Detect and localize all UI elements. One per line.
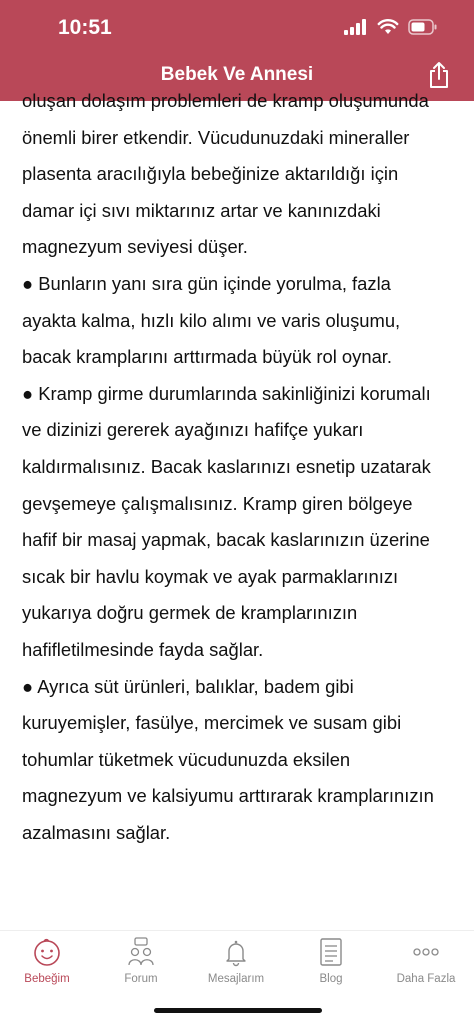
page-title: Bebek Ve Annesi	[160, 64, 314, 85]
article-line: magnezyum ve kalsiyumu arttırarak kramplarınızın	[22, 785, 434, 807]
article-line: önemli birer etkendir. Vücudunuzdaki mineraller	[22, 126, 410, 148]
article-line: ● Kramp girme durumlarında sakinliğinizi korumalı	[22, 382, 431, 404]
article-line: magnezyum seviyesi düşer.	[22, 236, 248, 258]
tab-label: Blog	[319, 973, 343, 985]
article-line: plasenta aracılığıyla bebeğinize aktarıldığı için	[22, 163, 399, 185]
article-line: ● Bunların yanı sıra gün içinde yorulma, fazla	[22, 272, 391, 294]
status-time: 10:51	[58, 16, 112, 39]
tab-label: Bebeğim	[24, 973, 70, 985]
article-text	[22, 83, 452, 851]
tab-blog[interactable]	[284, 931, 378, 1001]
tab-bebegim[interactable]	[0, 931, 94, 1001]
cellular-signal-icon	[344, 19, 368, 35]
tab-daha-fazla[interactable]	[379, 931, 473, 1001]
bell-icon	[221, 937, 251, 967]
tab-label: Daha Fazla	[396, 973, 456, 985]
article-line: ayakta kalma, hızlı kilo alımı ve varis oluşumu,	[22, 309, 401, 331]
tab-mesajlarim[interactable]	[189, 931, 283, 1001]
article-line: sıcak bir havlu koymak ve ayak parmaklarınızı	[22, 565, 399, 587]
article-line: damar içi sıvı miktarınız artar ve kanınızdaki	[22, 199, 381, 221]
article-line: kaldırmalısınız. Bacak kaslarınızı esnetip uzatarak	[22, 455, 431, 477]
article-content	[22, 90, 452, 931]
tab-forum[interactable]	[94, 931, 188, 1001]
article-line: hafifletilmesinde fayda sağlar.	[22, 638, 264, 660]
wifi-icon	[378, 19, 398, 35]
article-line: ve dizinizi gererek ayağınızı hafifçe yukarı	[22, 419, 364, 441]
article-line: azalmasını sağlar.	[22, 821, 171, 843]
article-line: ● Ayrıca süt ürünleri, balıklar, badem gibi	[22, 675, 354, 697]
article-line: hafif bir masaj yapmak, bacak kaslarınızın üzerine	[22, 529, 430, 551]
article-line: oluşan dolaşım problemleri de kramp oluşumunda	[22, 90, 429, 111]
forum-people-icon	[126, 937, 156, 967]
home-indicator	[154, 1008, 322, 1013]
blog-document-icon	[316, 937, 346, 967]
more-dots-icon	[411, 937, 441, 967]
tab-label: Forum	[124, 973, 158, 985]
article-line: bacak kramplarını arttırmada büyük rol oynar.	[22, 346, 393, 368]
article-line: yukarıya doğru germek de kramplarınızın	[22, 602, 358, 624]
article-line: kuruyemişler, fasülye, mercimek ve susam gibi	[22, 712, 402, 734]
battery-icon	[408, 19, 438, 35]
article-line: gevşemeye çalışmalısınız. Kramp giren bölgeye	[22, 492, 413, 514]
status-icons	[344, 19, 438, 35]
baby-face-icon	[32, 937, 62, 967]
tab-label: Mesajlarım	[207, 973, 265, 985]
article-line: tohumlar tüketmek vücudunuzda eksilen	[22, 748, 351, 770]
